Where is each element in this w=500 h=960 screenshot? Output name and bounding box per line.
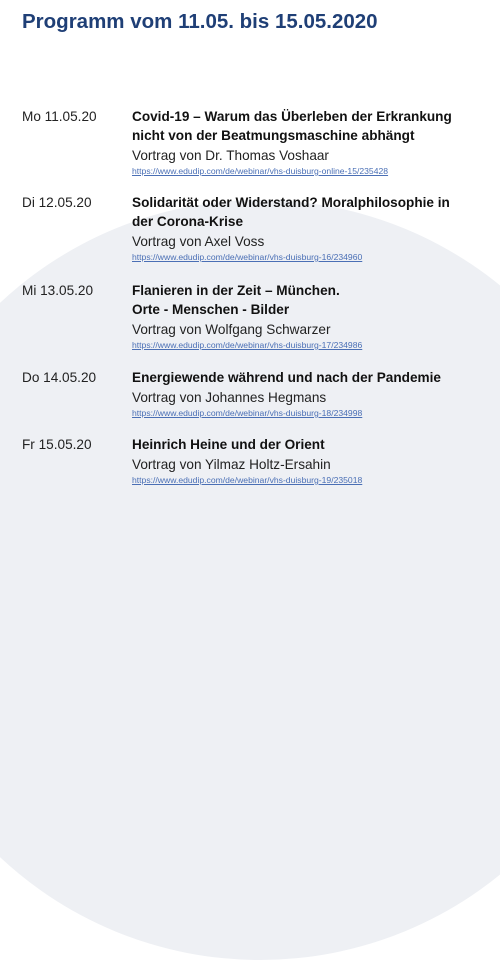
event-speaker: Vortrag von Axel Voss <box>132 234 265 249</box>
event-title-line: der Corona-Krise <box>132 214 244 229</box>
event-speaker: Vortrag von Wolfgang Schwarzer <box>132 322 331 337</box>
event-date: Mi 13.05.20 <box>22 283 94 298</box>
event-title-line: Energiewende während und nach der Pandemie <box>132 370 441 385</box>
event-speaker: Vortrag von Yilmaz Holtz-Ersahin <box>132 457 331 472</box>
event-content <box>132 107 482 178</box>
event-content <box>132 281 482 352</box>
event-date: Do 14.05.20 <box>22 370 97 385</box>
event-content <box>132 435 482 487</box>
event-speaker: Vortrag von Dr. Thomas Voshaar <box>132 148 329 163</box>
event-title-line: Orte - Menschen - Bilder <box>132 302 290 317</box>
event-speaker: Vortrag von Johannes Hegmans <box>132 390 327 405</box>
event-title-line: Heinrich Heine und der Orient <box>132 437 325 452</box>
webinar-link[interactable]: https://www.edudip.com/de/webinar/vhs-duisburg-17/234986 <box>132 340 363 350</box>
webinar-link[interactable]: https://www.edudip.com/de/webinar/vhs-duisburg-16/234960 <box>132 252 363 262</box>
event-title-line: nicht von der Beatmungsmaschine abhängt <box>132 128 415 143</box>
event-date: Di 12.05.20 <box>22 195 92 210</box>
webinar-link[interactable]: https://www.edudip.com/de/webinar/vhs-duisburg-19/235018 <box>132 475 363 485</box>
event-date: Fr 15.05.20 <box>22 437 92 452</box>
event-title-line: Covid-19 – Warum das Überleben der Erkrankung <box>132 109 452 124</box>
event-content <box>132 368 482 420</box>
page-title: Programm vom 11.05. bis 15.05.2020 <box>22 10 378 33</box>
webinar-link[interactable]: https://www.edudip.com/de/webinar/vhs-duisburg-18/234998 <box>132 408 363 418</box>
event-date: Mo 11.05.20 <box>22 109 97 124</box>
event-title-line: Solidarität oder Widerstand? Moralphilosophie in <box>132 195 450 210</box>
event-content <box>132 193 482 264</box>
webinar-link[interactable]: https://www.edudip.com/de/webinar/vhs-duisburg-online-15/235428 <box>132 166 389 176</box>
event-title-line: Flanieren in der Zeit – München. <box>132 283 340 298</box>
